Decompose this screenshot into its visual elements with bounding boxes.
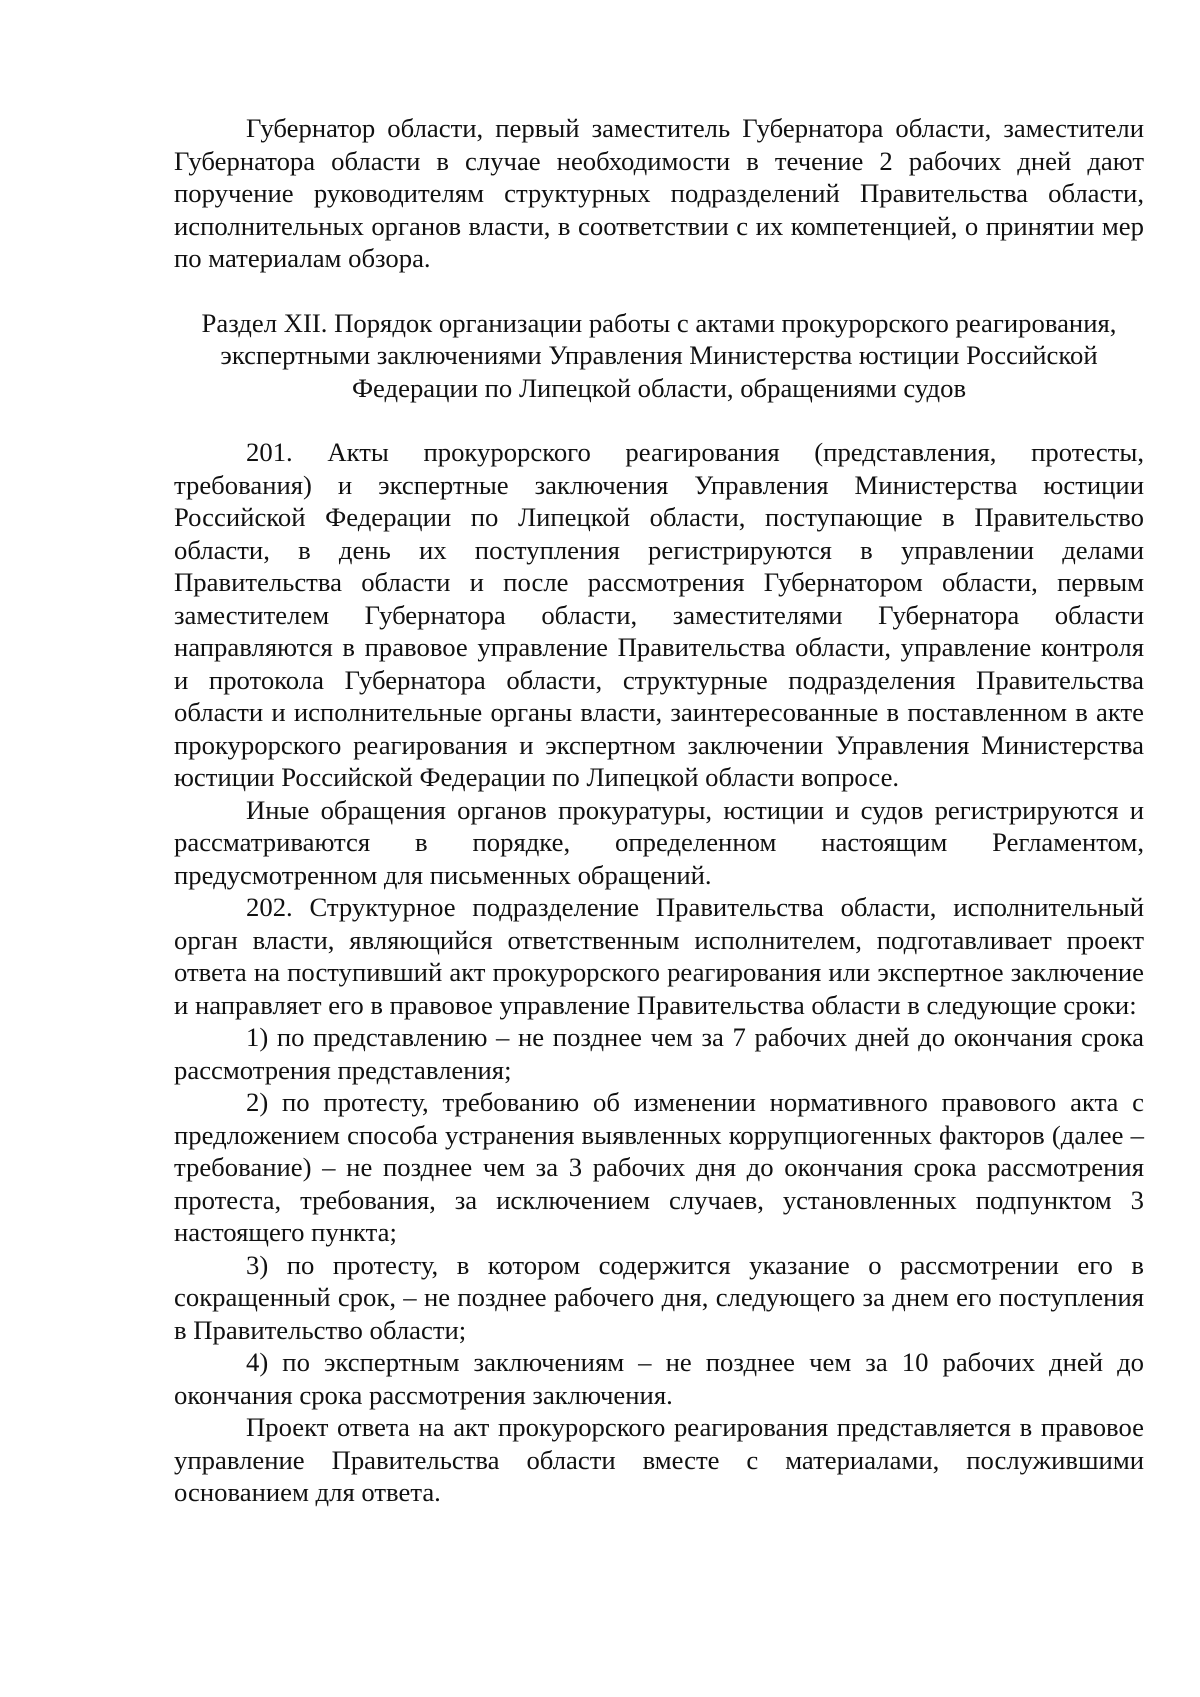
paragraph-202-item-2: 2) по протесту, требованию об изменении нормативного правового акта с предложением способа устранения выявленных коррупциогенных факторов (далее – требование) – не позднее чем за 3 рабочих дня до окончания срока рассмотрения протеста, требования, за исключением случаев, установленных подпунктом 3 настоящего пункта; [174, 1087, 1144, 1247]
paragraph-other-appeals: Иные обращения органов прокуратуры, юстиции и судов регистрируются и рассматриваются в порядке, определенном настоящим Регламентом, предусмотренном для письменных обращений. [174, 794, 1144, 890]
paragraph-draft-response: Проект ответа на акт прокурорского реагирования представляется в правовое управление Правительства области вместе с материалами, послужившими основанием для ответа. [174, 1412, 1144, 1507]
paragraph-202-item-3: 3) по протесту, в котором содержится указание о рассмотрении его в сокращенный срок, – не позднее рабочего дня, следующего за днем его поступления в Правительство области; [174, 1249, 1144, 1345]
paragraph-201: 201. Акты прокурорского реагирования (представления, протесты, требования) и экспертные заключения Управления Министерства юстиции Российской Федерации по Липецкой области, поступающие в Правительство области, в день их поступления регистрируются в управлении делами Правительства области и после рассмотрения Губернатором области, первым заместителем Губернатора области, заместителями Губернатора области направляются в правовое управление Правительства области, управление контроля и протокола Губернатора области, структурные подразделения Правительства области и исполнительные органы власти, заинтересованные в поставленном в акте прокурорского реагирования и экспертном заключении Управления Министерства юстиции Российской Федерации по Липецкой области вопросе. [174, 437, 1144, 792]
paragraph-governor-instructions: Губернатор области, первый заместитель Губернатора области, заместители Губернатора области в случае необходимости в течение 2 рабочих дней дают поручение руководителям структурных подразделений Правительства области, исполнительных органов власти, в соответствии с их компетенцией, о принятии мер по материалам обзора. [174, 113, 1144, 273]
paragraph-202: 202. Структурное подразделение Правительства области, исполнительный орган власти, являющийся ответственным исполнителем, подготавливает проект ответа на поступивший акт прокурорского реагирования или экспертное заключение и направляет его в правовое управление Правительства области в следующие сроки: [174, 892, 1144, 1020]
paragraph-202-item-4: 4) по экспертным заключениям – не позднее чем за 10 рабочих дней до окончания срока рассмотрения заключения. [174, 1347, 1144, 1410]
section-heading: Раздел XII. Порядок организации работы с актами прокурорского реагирования, экспертными заключениями Управления Министерства юстиции Российской Федерации по Липецкой области, обращениями судов [201, 307, 1117, 403]
document-page [174, 112, 1144, 1509]
paragraph-202-item-1: 1) по представлению – не позднее чем за 7 рабочих дней до окончания срока рассмотрения представления; [174, 1022, 1144, 1085]
